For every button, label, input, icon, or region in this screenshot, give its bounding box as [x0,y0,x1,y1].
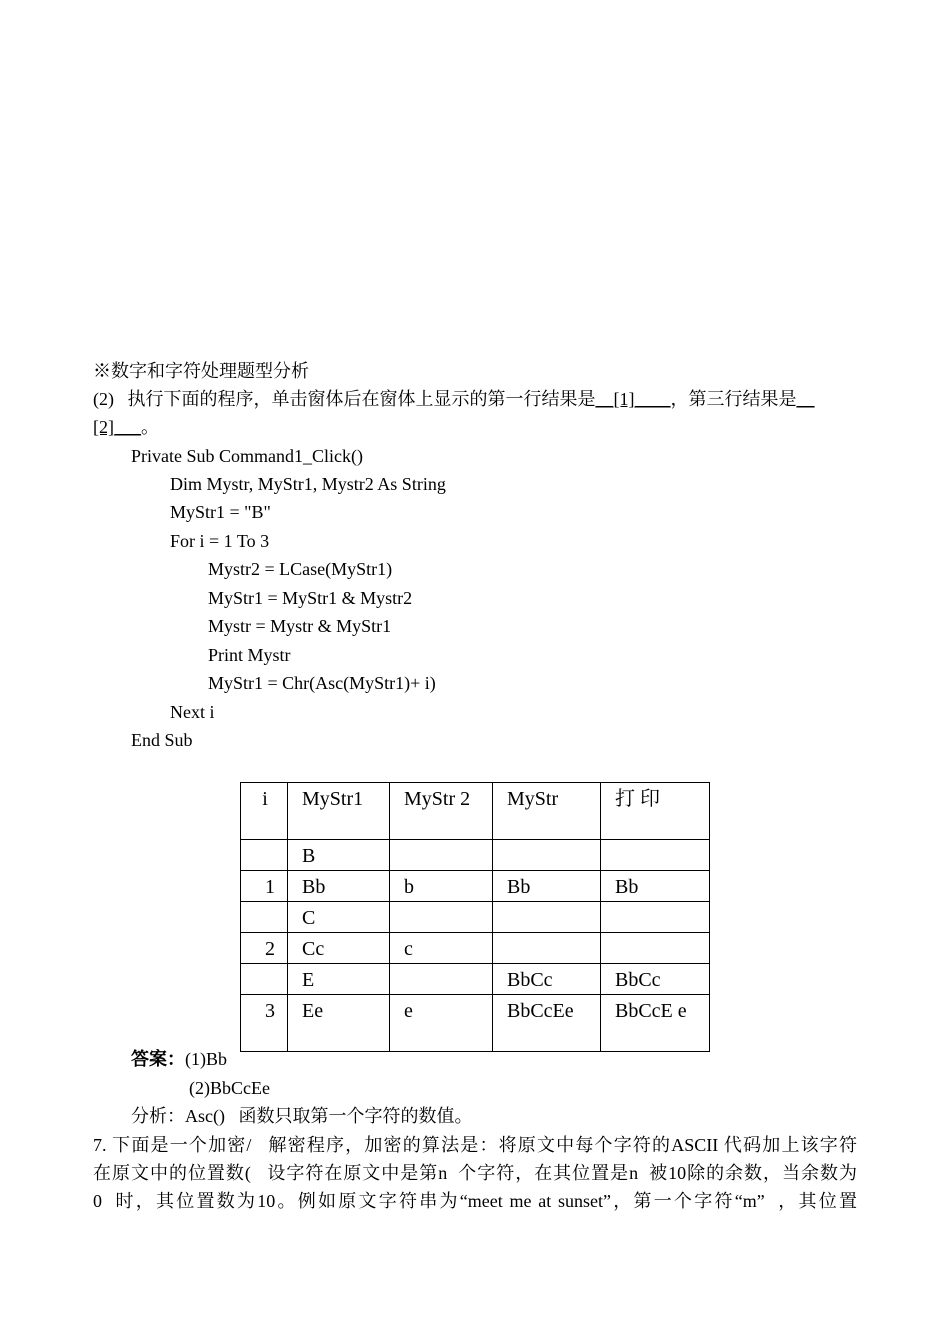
blank-1: __[1]____ [595,389,671,409]
table-cell: C [288,902,390,933]
table-cell [390,840,493,871]
table-cell: 3 [241,995,288,1052]
blank-2-start: __ [796,389,815,409]
header-cell: MyStr [493,783,601,840]
table-cell: Bb [493,871,601,902]
table-cell: E [288,964,390,995]
code-line: MyStr1 = MyStr1 & Mystr2 [208,588,413,608]
table-cell [601,840,710,871]
table-cell [241,964,288,995]
table-cell: e [390,995,493,1052]
blank-2-end: [2]___ [93,417,141,437]
analysis: 分析：Asc() 函数只取第一个字符的数值。 [131,1106,473,1126]
question-number: (2) [93,389,114,409]
paragraph-7-line-3: 0 时，其位置数为10。例如原文字符串为“meet me at sunset”，第一个字符“m” ，其位置 [93,1191,857,1211]
table-cell [241,840,288,871]
answer-1: (1)Bb [185,1049,227,1069]
table-cell: 1 [241,871,288,902]
table-cell: Ee [288,995,390,1052]
table-cell [601,933,710,964]
table-cell [390,964,493,995]
code-line: Mystr2 = LCase(MyStr1) [208,559,393,579]
table-cell [493,933,601,964]
table-cell [390,902,493,933]
table-header-row [241,783,710,840]
header-cell: 打 印 [601,783,710,840]
code-line: Print Mystr [208,645,291,665]
table-cell: BbCc [493,964,601,995]
table-cell: Bb [601,871,710,902]
code-line: MyStr1 = Chr(Asc(MyStr1)+ i) [208,673,436,693]
table-cell [601,902,710,933]
code-line: Dim Mystr, MyStr1, Mystr2 As String [170,474,446,494]
code-line: Mystr = Mystr & MyStr1 [208,616,392,636]
table-cell: c [390,933,493,964]
code-line: For i = 1 To 3 [170,531,270,551]
table-cell: B [288,840,390,871]
table-cell: 2 [241,933,288,964]
table-cell: Cc [288,933,390,964]
table-cell [241,902,288,933]
table-row [241,902,710,933]
code-line: Next i [170,702,215,722]
answer-2: (2)BbCcEe [189,1078,270,1098]
code-line: End Sub [131,730,193,750]
table-cell: BbCcE e [601,995,710,1052]
trace-table [240,782,710,1052]
table-cell: BbCcEe [493,995,601,1052]
paragraph-7-line-2: 在原文中的位置数( 设字符在原文中是第n 个字符，在其位置是n 被10除的余数，当余数为 [93,1163,857,1183]
table-cell: b [390,871,493,902]
table-cell [493,840,601,871]
header-cell: i [241,783,288,840]
question-line-1 [93,387,815,411]
question-line-2 [93,415,159,439]
table-row [241,964,710,995]
table-cell: BbCc [601,964,710,995]
code-line: MyStr1 = "B" [170,502,271,522]
paragraph-7-line-1: 7. 下面是一个加密/ 解密程序，加密的算法是：将原文中每个字符的ASCII 代码加上该字符 [93,1135,857,1155]
question-text-b: ，第三行结果是 [670,389,797,409]
section-title: ※数字和字符处理题型分析 [93,361,309,381]
table-cell: Bb [288,871,390,902]
question-end: 。 [141,417,159,437]
table-row [241,995,710,1052]
code-line: Private Sub Command1_Click() [131,446,363,466]
table-row [241,840,710,871]
header-cell: MyStr 2 [390,783,493,840]
table-row [241,933,710,964]
header-cell: MyStr1 [288,783,390,840]
table-cell [493,902,601,933]
question-text-a: 执行下面的程序，单击窗体后在窗体上显示的第一行结果是 [127,389,596,409]
table-row [241,871,710,902]
answer-label: 答案： [131,1049,185,1069]
answer-line-1 [131,1047,227,1071]
